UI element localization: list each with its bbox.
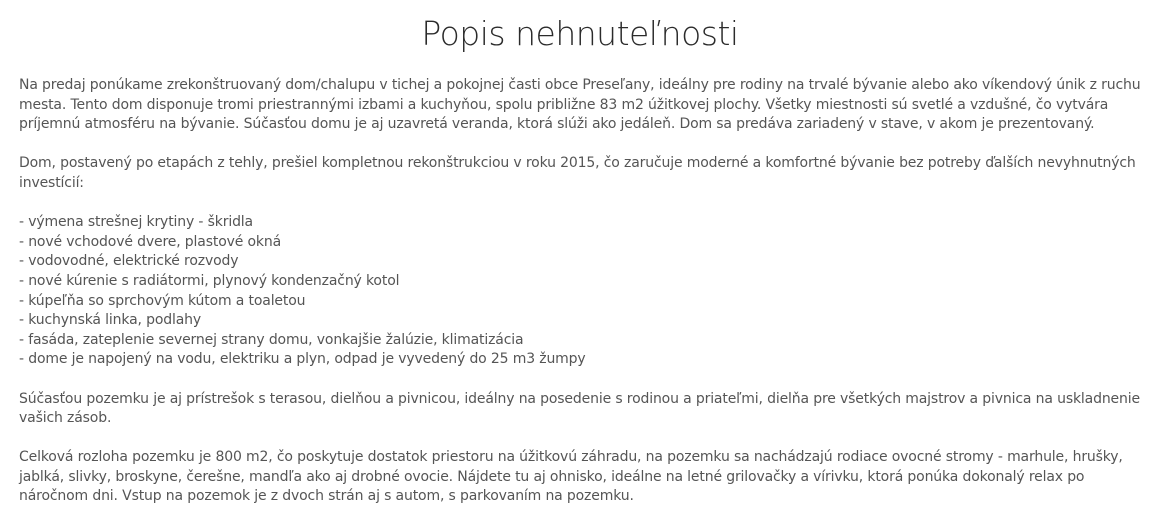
list-item: - dome je napojený na vodu, elektriku a plyn, odpad je vyvedený do 25 m3 žumpy: [19, 351, 586, 368]
intro-paragraph: Na predaj ponúkame zrekonštruovaný dom/chalupu v tichej a pokojnej časti obce Preseľany, ideálny pre rodiny na trvalé bývanie alebo ako víkendový únik z ruchu mesta. Tento dom disponuje tromi priestrannými izbami a kuchyňou, spolu približne 83 m2 úžitkovej plochy. Všetky miestnosti sú svetlé a vzdušné, čo vytvára príjemnú atmosféru na bývanie. Súčasťou domu je aj uzavretá veranda, ktorá slúži ako jedáleň. Dom sa predáva zariadený v stave, v akom je prezentovaný.: [19, 77, 1141, 133]
list-item: - kuchynská linka, podlahy: [19, 312, 202, 329]
list-item: - nové kúrenie s radiátormi, plynový kondenzačný kotol: [19, 272, 400, 289]
land-paragraph: Celková rozloha pozemku je 800 m2, čo poskytuje dostatok priestoru na úžitkovú záhradu, na pozemku sa nachádzajú rodiace ovocné stromy - marhule, hrušky, jablká, slivky, broskyne, čerešne, mandľa ako aj drobné ovocie. Nájdete tu aj ohnisko, ideálne na letné grilovačky a vírivku, ktorá ponúka dokonalý relax po náročnom dni. Vstup na pozemok je z dvoch strán aj s autom, s parkovaním na pozemku.: [19, 449, 1123, 505]
renovation-list: [19, 213, 1141, 370]
list-item: - výmena strešnej krytiny - škridla: [19, 214, 253, 231]
outbuilding-paragraph: Súčasťou pozemku je aj prístrešok s terasou, dielňou a pivnicou, ideálny na posedenie s rodinou a priateľmi, dielňa pre všetkých majstrov a pivnica na uskladnenie vašich zásob.: [19, 390, 1140, 427]
renovation-intro-paragraph: Dom, postavený po etapách z tehly, prešiel kompletnou rekonštrukciou v roku 2015, čo zaručuje moderné a komfortné bývanie bez potreby ďalších nevyhnutných investícií:: [19, 155, 1136, 191]
list-item: - kúpeľňa so sprchovým kútom a toaletou: [19, 292, 306, 309]
description-content: [19, 76, 1141, 507]
list-item: - fasáda, zateplenie severnej strany domu, vonkajšie žalúzie, klimatizácia: [19, 331, 524, 348]
list-item: - vodovodné, elektrické rozvody: [19, 253, 239, 270]
list-item: - nové vchodové dvere, plastové okná: [19, 233, 282, 250]
page-title: Popis nehnuteľnosti: [421, 14, 739, 53]
